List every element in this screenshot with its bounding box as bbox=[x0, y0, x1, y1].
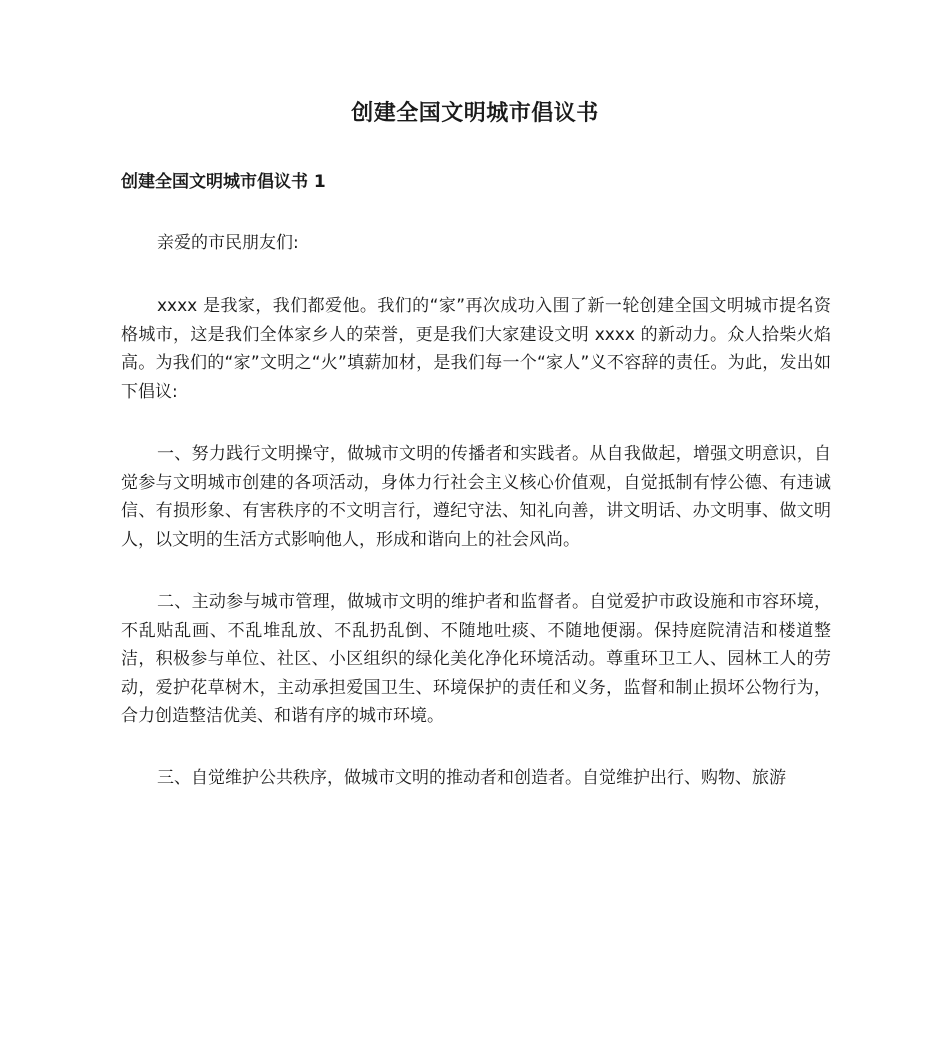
section-heading: 创建全国文明城市倡议书 1 bbox=[121, 172, 326, 192]
paragraph-proposal-2: 二、主动参与城市管理，做城市文明的维护者和监督者。自觉爱护市政设施和市容环境，不乱贴乱画、不乱堆乱放、不乱扔乱倒、不随地吐痰、不随地便溺。保持庭院清洁和楼道整洁，积极参与单位、社区、小区组织的绿化美化净化环境活动。尊重环卫工人、园林工人的劳动，爱护花草树木，主动承担爱国卫生、环境保护的责任和义务，监督和制止损坏公物行为，合力创造整洁优美、和谐有序的城市环境。 bbox=[121, 592, 831, 726]
salutation: 亲爱的市民朋友们: bbox=[157, 233, 299, 253]
document-title: 创建全国文明城市倡议书 bbox=[351, 101, 599, 126]
paragraph-proposal-3: 三、自觉维护公共秩序，做城市文明的推动者和创造者。自觉维护出行、购物、旅游 bbox=[157, 768, 786, 788]
paragraph-intro: xxxx 是我家，我们都爱他。我们的“家”再次成功入围了新一轮创建全国文明城市提名资格城市，这是我们全体家乡人的荣誉，更是我们大家建设文明 xxxx 的新动力。众人拾柴火焰高。为我们的“家”文明之“火”填薪加材，是我们每一个“家人”义不容辞的责任。为此，发出如下倡议: bbox=[121, 296, 831, 402]
paragraph-proposal-1: 一、努力践行文明操守，做城市文明的传播者和实践者。从自我做起，增强文明意识，自觉参与文明城市创建的各项活动，身体力行社会主义核心价值观，自觉抵制有悖公德、有违诚信、有损形象、有害秩序的不文明言行，遵纪守法、知礼向善，讲文明话、办文明事、做文明人，以文明的生活方式影响他人，形成和谐向上的社会风尚。 bbox=[121, 444, 831, 550]
